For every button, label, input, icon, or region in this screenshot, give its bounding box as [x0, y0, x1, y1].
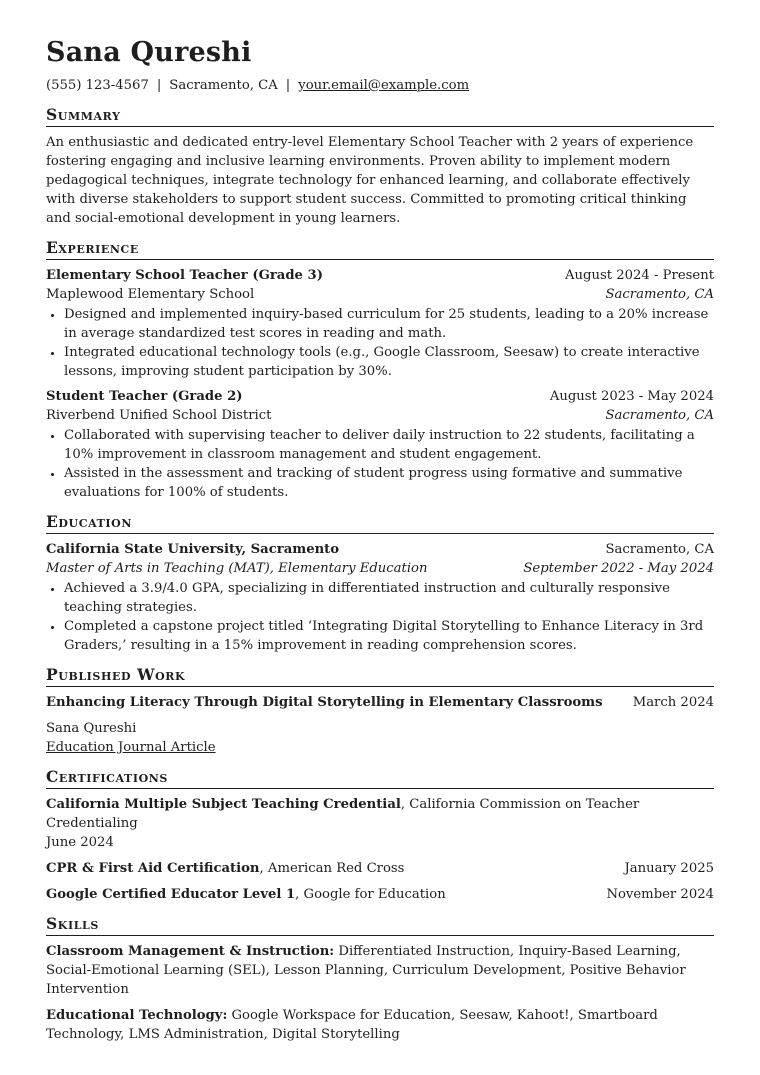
candidate-name: Sana Qureshi [46, 37, 252, 68]
education-dates: September 2022 - May 2024 [523, 561, 714, 576]
bullet-item: • Assisted in the assessment and tracking of student progress using formative and summative evaluations for 100% of students. [64, 464, 714, 502]
phone: (555) 123-4567 [46, 78, 149, 93]
degree: Master of Arts in Teaching (MAT), Elementary Education [46, 561, 428, 576]
section-title-education: Education [46, 512, 714, 534]
job-org: Riverbend Unified School District [46, 408, 272, 423]
skill-label: Educational Technology: [46, 1008, 228, 1023]
certification-issuer: , Google for Education [295, 887, 446, 902]
job-org: Maplewood Elementary School [46, 287, 255, 302]
skill-value: Differentiated Instruction, Inquiry-Based Learning, Social-Emotional Learning (SEL), Lesson Planning, Curriculum Development, Positive Behavior Intervention [46, 944, 686, 997]
section-title-published: Published Work [46, 665, 714, 687]
job-dates: August 2024 - Present [565, 268, 714, 283]
bullet-item: • Collaborated with supervising teacher to deliver daily instruction to 22 students, facilitating a 10% improvement in classroom management and student engagement. [64, 426, 714, 464]
publication-type-link[interactable]: Education Journal Article [46, 740, 216, 755]
location: Sacramento, CA [169, 78, 278, 93]
email-link[interactable]: your.email@example.com [298, 78, 470, 93]
contact-line [46, 76, 714, 95]
job-role: Student Teacher (Grade 2) [46, 389, 243, 404]
certification-issuer: , American Red Cross [259, 861, 405, 876]
summary-text: An enthusiastic and dedicated entry-level Elementary School Teacher with 2 years of experience fostering engaging and inclusive learning environments. Proven ability to implement modern pedagogical techniques, integrate technology for enhanced learning, and collaborate effectively with diverse stakeholders to support student success. Committed to promoting critical thinking and social-emotional development in young learners. [46, 135, 694, 226]
bullet-item: • Designed and implemented inquiry-based curriculum for 25 students, leading to a 20% increase in average standardized test scores in reading and math. [64, 305, 714, 343]
certification-item [46, 885, 714, 904]
publication-title: Enhancing Literacy Through Digital Storytelling in Elementary Classrooms [46, 695, 603, 710]
publication-date: March 2024 [632, 695, 714, 710]
publication-entry [46, 693, 714, 757]
job-bullets [46, 426, 714, 502]
certification-name: California Multiple Subject Teaching Credential [46, 797, 401, 812]
skill-item [46, 942, 714, 999]
education-bullets [46, 579, 714, 655]
skill-label: Classroom Management & Instruction: [46, 944, 335, 959]
certification-issuer: , California Commission on Teacher Credentialing [46, 797, 640, 831]
school-location: Sacramento, CA [605, 542, 714, 557]
certification-item [46, 795, 714, 852]
job-location: Sacramento, CA [605, 287, 714, 302]
bullet-item: • Integrated educational technology tools (e.g., Google Classroom, Seesaw) to create interactive lessons, improving student participation by 30%. [64, 343, 714, 381]
bullet-item: • Completed a capstone project titled ‘Integrating Digital Storytelling to Enhance Literacy in 3rd Graders,’ resulting in a 15% improvement in reading comprehension scores. [64, 617, 714, 655]
certification-date: November 2024 [606, 887, 714, 902]
section-title-certifications: Certifications [46, 767, 714, 789]
certification-item [46, 859, 714, 878]
separator: | [156, 78, 162, 93]
publication-author: Sana Qureshi [46, 721, 137, 736]
section-title-skills: Skills [46, 914, 714, 936]
job-entry [46, 387, 714, 502]
certification-name: CPR & First Aid Certification [46, 861, 260, 876]
bullet-item: • Achieved a 3.9/4.0 GPA, specializing in differentiated instruction and culturally responsive teaching strategies. [64, 579, 714, 617]
section-title-experience: Experience [46, 238, 714, 260]
section-title-summary: Summary [46, 105, 714, 127]
job-entry [46, 266, 714, 381]
job-dates: August 2023 - May 2024 [549, 389, 714, 404]
school-name: California State University, Sacramento [46, 542, 340, 557]
separator: | [285, 78, 291, 93]
certification-date: January 2025 [624, 861, 714, 876]
job-location: Sacramento, CA [605, 408, 714, 423]
education-entry [46, 540, 714, 655]
job-role: Elementary School Teacher (Grade 3) [46, 268, 323, 283]
certification-name: Google Certified Educator Level 1 [46, 887, 296, 902]
skill-value: Google Workspace for Education, Seesaw, Kahoot!, Smartboard Technology, LMS Administration, Digital Storytelling [46, 1008, 658, 1042]
job-bullets [46, 305, 714, 381]
skill-item [46, 1006, 714, 1044]
certification-date: June 2024 [46, 835, 114, 850]
